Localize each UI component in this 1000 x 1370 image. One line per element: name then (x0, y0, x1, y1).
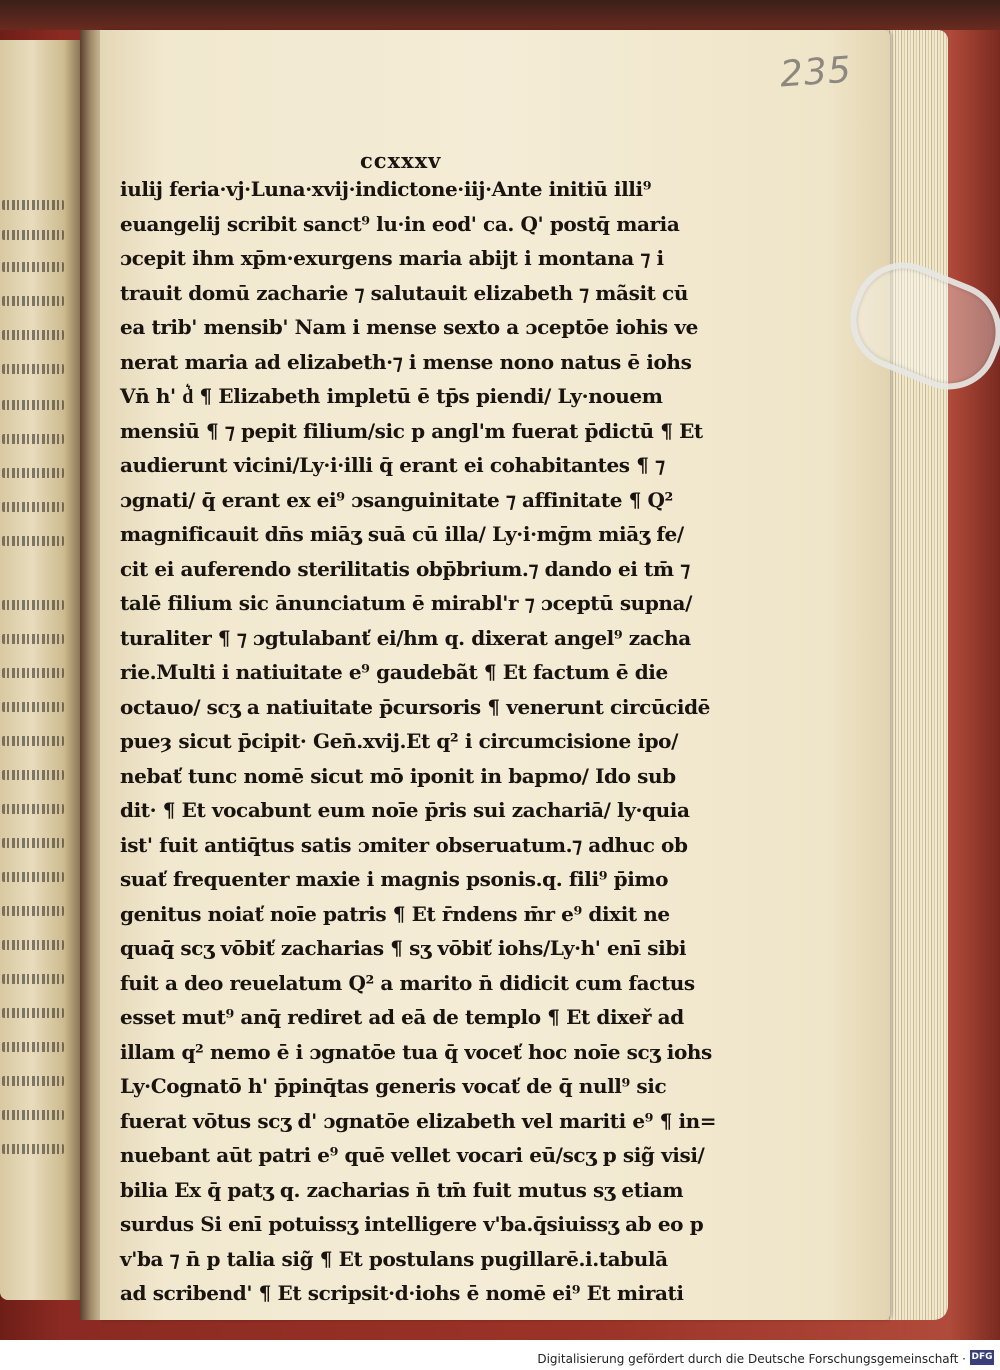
text-line: suať frequenter maxie i magnis psonis.q. fili⁹ p̄imo (120, 867, 669, 891)
text-line: rie.Multi i natiuitate e⁹ gaudebãt ¶ Et factum ē die (120, 660, 668, 684)
text-line: cit ei auferendo sterilitatis obp̄brium.⁊ dando ei tm̄ ⁊ (120, 556, 690, 581)
text-line: ad scribend' ¶ Et scripsit·d·iohs ē nomē ei⁹ Et mirati (120, 1281, 684, 1305)
text-line: audierunt vicini/Ly·i·illi q̄ erant ei cohabitantes ¶ ⁊ (120, 453, 665, 477)
handwritten-folio-number: 235 (778, 49, 854, 96)
text-line: turaliter ¶ ⁊ ɔgtulabanť ei/hm q. dixerat angel⁹ zacha (120, 625, 691, 650)
text-line: quaq̄ scʒ vōbiť zacharias ¶ sʒ vōbiť iohs/Ly·h' enī sibi (120, 936, 687, 960)
text-line: trauit domū zacharie ⁊ salutauit elizabeth ⁊ mãsit cū (120, 280, 688, 305)
text-line: esset mut⁹ anq̄ rediret ad eā de templo ¶ Et dixeř ad (120, 1005, 684, 1029)
text-line: talē filium sic ānunciatum ē mirabl'r ⁊ ɔceptū supna/ (120, 591, 693, 615)
text-line: iulij feria·vj·Luna·xvij·indictone·iij·Ante initiū illi⁹ (120, 177, 652, 201)
binding-top-edge (0, 0, 1000, 30)
text-line: illam q² nemo ē i ɔgnatōe tua q̄ voceť hoc noīe scʒ iohs (120, 1039, 712, 1064)
text-line: v'ba ⁊ n̄ p talia sig̃ ¶ Et postulans pugillarē.i.tabulā (120, 1246, 668, 1271)
text-line: Vn̄ h' d͛ ¶ Elizabeth impletū ē tp̄s piendi/ Ly·nouem (120, 384, 663, 408)
page-header-numeral: ccxxxv (360, 148, 442, 173)
text-line: fuerat vōtus scʒ d' ɔgnatōe elizabeth vel mariti e⁹ ¶ in= (120, 1108, 717, 1133)
text-line: nebať tunc nomē sicut mō iponit in bapmo/ Ido sub (120, 763, 676, 788)
digitization-credit: Digitalisierung gefördert durch die Deutsche Forschungsgemeinschaft · (537, 1352, 966, 1366)
printed-text-block (120, 172, 717, 1311)
text-line: magnificauit dn̄s miāʒ suā cū illa/ Ly·i·mḡm miāʒ fe/ (120, 522, 684, 546)
text-line: ɔcepit ihm xp̄m·exurgens maria abijt i montana ⁊ i (120, 246, 664, 270)
text-line: ea trib' mensib' Nam i mense sexto a ɔceptōe iohis ve (120, 315, 698, 339)
text-line: mensiū ¶ ⁊ pepit filium/sic p angl'm fuerat p̄dictū ¶ Et (120, 418, 703, 443)
text-line: euangelij scribit sanct⁹ lu·in eod' ca. Q' postq̄ maria (120, 211, 680, 236)
text-line: dit· ¶ Et vocabunt eum noīe p̄ris sui zachariā/ ly·quia (120, 798, 690, 822)
left-page-edge (0, 40, 80, 1300)
text-line: ɔgnati/ q̄ erant ex ei⁹ ɔsanguinitate ⁊ affinitate ¶ Q² (120, 487, 673, 512)
dfg-logo: DFG (970, 1350, 994, 1365)
text-line: genitus noiať noīe patris ¶ Et r̄ndens m̄r e⁹ dixit ne (120, 901, 670, 926)
text-line: pueȝ sicut p̄cipit· Gen̄.xvij.Et q² i circumcisione ipo/ (120, 729, 679, 753)
text-line: bilia Ex q̄ patʒ q. zacharias n̄ tm̄ fuit mutus sʒ etiam (120, 1177, 684, 1202)
text-line: ist' fuit antiq̄tus satis ɔmiter obseruatum.⁊ adhuc ob (120, 832, 688, 857)
text-line: fuit a deo reuelatum Q² a marito n̄ didicit cum factus (120, 970, 695, 995)
text-line: Ly·Cognatō h' p̄pinq̄tas generis vocať de q̄ null⁹ sic (120, 1074, 667, 1098)
text-line: nuebant aūt patri e⁹ quē vellet vocari eū/scʒ p sig̃ visi/ (120, 1143, 705, 1167)
text-line: octauo/ scʒ a natiuitate p̄cursoris ¶ venerunt circūcidē (120, 694, 710, 719)
text-line: nerat maria ad elizabeth·⁊ i mense nono natus ē iohs (120, 349, 692, 374)
text-line: surdus Si enī potuissʒ intelligere v'ba.q̄siuissʒ ab eo p (120, 1212, 704, 1236)
